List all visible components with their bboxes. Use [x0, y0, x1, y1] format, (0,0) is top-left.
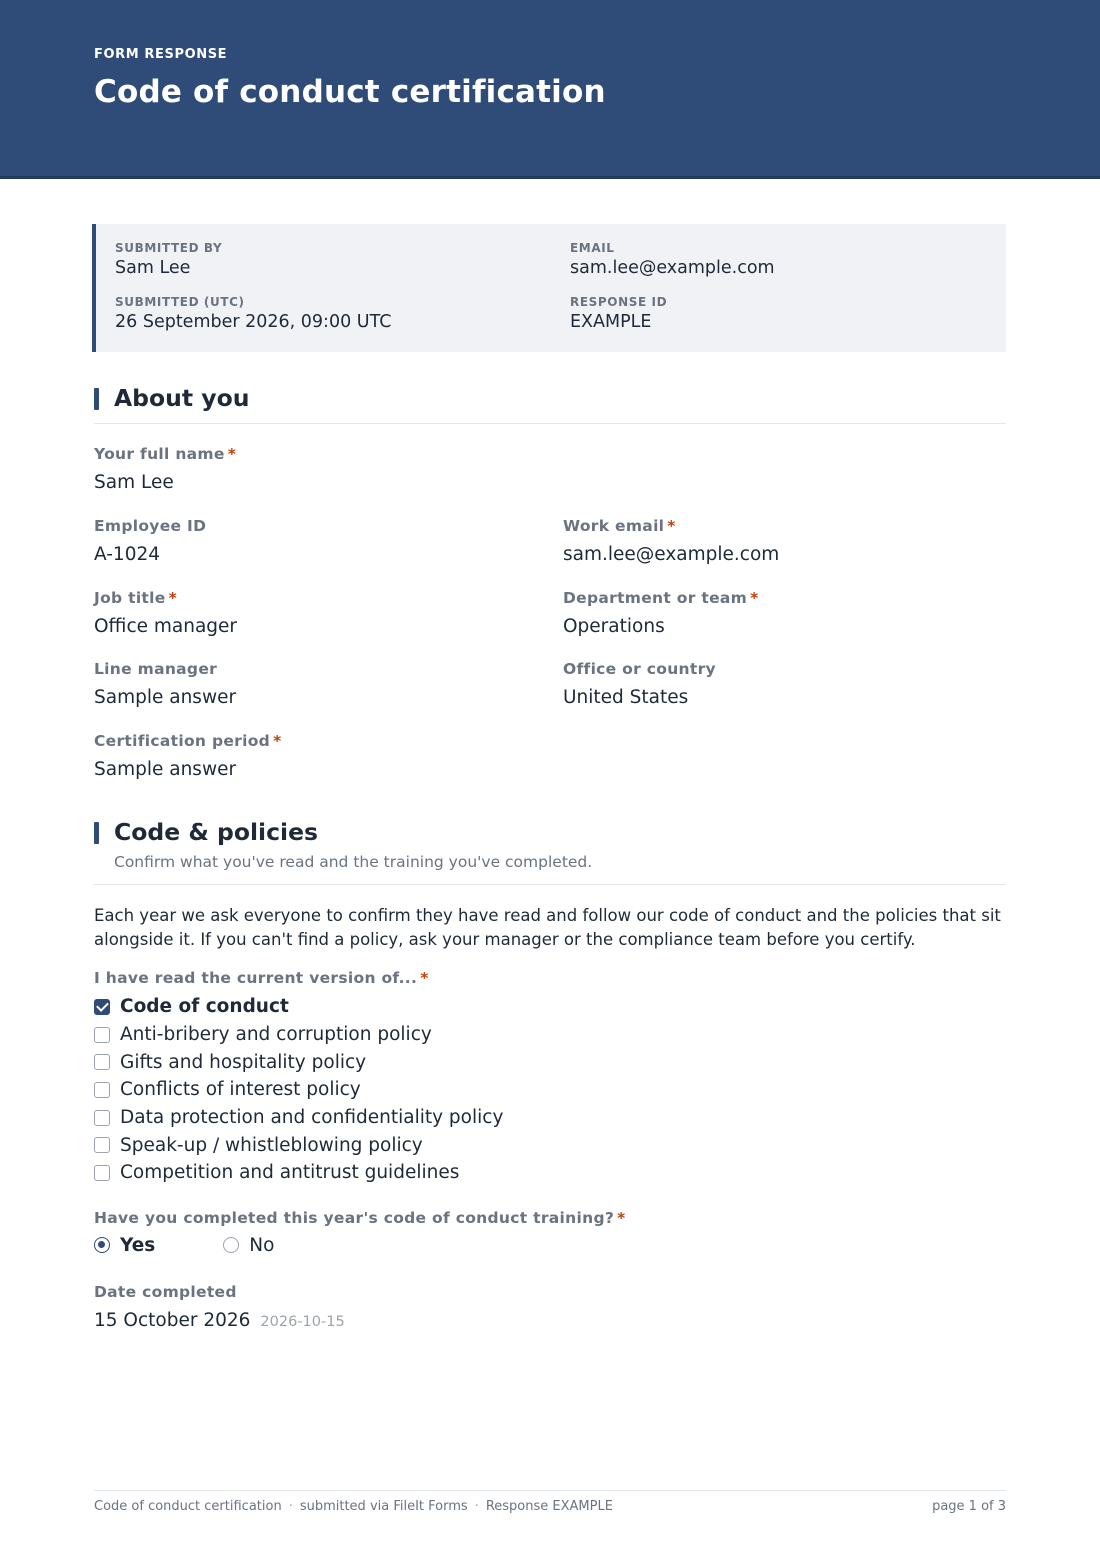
required-mark: *: [750, 589, 759, 607]
field-label: Have you completed this year's code of conduct training? *: [94, 1209, 626, 1227]
submitted-utc-label: SUBMITTED (UTC): [115, 295, 245, 309]
section-heading: About you: [114, 384, 250, 412]
checkbox-code-of-conduct[interactable]: [94, 993, 503, 1021]
field-value: A-1024: [94, 544, 161, 565]
checkbox-unchecked-icon[interactable]: [94, 1054, 110, 1070]
field-label: Job title *: [94, 589, 177, 607]
email-value: sam.lee@example.com: [570, 258, 775, 278]
response-id-value: EXAMPLE: [570, 312, 652, 332]
form-response-eyebrow: FORM RESPONSE: [94, 47, 228, 62]
field-label: Line manager: [94, 660, 218, 678]
field-value: Office manager: [94, 616, 238, 637]
response-id: [570, 295, 667, 333]
field-value: Sample answer: [94, 687, 237, 708]
page-title: Code of conduct certification: [94, 74, 606, 110]
checkbox-label: Conflicts of interest policy: [120, 1079, 361, 1101]
field-department: [563, 588, 759, 639]
page-footer: [94, 1490, 1006, 1514]
checkbox-data-protection[interactable]: [94, 1104, 503, 1132]
section-subheading: Confirm what you've read and the training you've completed.: [114, 853, 593, 871]
field-value: sam.lee@example.com: [563, 544, 780, 565]
submitted-by: [115, 241, 222, 279]
checkbox-gifts-hospitality[interactable]: [94, 1048, 503, 1076]
checkbox-label: Speak-up / whistleblowing policy: [120, 1134, 423, 1156]
checkbox-label: Data protection and confidentiality policy: [120, 1107, 504, 1129]
field-label: Department or team *: [563, 589, 759, 607]
field-work-email: [563, 516, 779, 567]
field-employee-id: [94, 516, 206, 567]
checkbox-conflicts-of-interest[interactable]: [94, 1076, 503, 1104]
date-iso: 2026-10-15: [260, 1314, 345, 1330]
radio-yes-label[interactable]: Yes: [120, 1234, 156, 1256]
field-label: Office or country: [563, 660, 716, 678]
field-date-completed: [94, 1282, 345, 1334]
training-radio-group: [94, 1234, 274, 1256]
footer-left: [94, 1499, 613, 1514]
field-label: Your full name *: [94, 445, 237, 463]
field-read-policies: [94, 968, 429, 988]
checkbox-speak-up[interactable]: [94, 1131, 503, 1159]
required-mark: *: [420, 969, 429, 987]
footer-form-name: Code of conduct certification: [94, 1499, 282, 1514]
policy-checkbox-list: [94, 993, 503, 1187]
checkbox-unchecked-icon[interactable]: [94, 1027, 110, 1043]
field-value: Sample answer: [94, 759, 237, 780]
field-value: Sam Lee: [94, 472, 174, 493]
checkbox-anti-bribery[interactable]: [94, 1021, 503, 1049]
header-banner: [0, 0, 1100, 179]
field-job-title: [94, 588, 237, 639]
radio-unselected-icon[interactable]: [223, 1237, 239, 1253]
radio-no-label[interactable]: No: [249, 1234, 275, 1256]
email: [570, 241, 775, 279]
radio-selected-icon[interactable]: [94, 1237, 110, 1253]
checkbox-competition-antitrust[interactable]: [94, 1159, 503, 1187]
checkbox-unchecked-icon[interactable]: [94, 1165, 110, 1181]
field-certification-period: [94, 731, 281, 782]
field-value: United States: [563, 687, 689, 708]
section-accent-bar: [94, 822, 99, 844]
field-office: [563, 659, 716, 710]
submitted-utc-value: 26 September 2026, 09:00 UTC: [115, 312, 392, 332]
footer-via: submitted via FileIt Forms: [299, 1499, 468, 1514]
checkbox-unchecked-icon[interactable]: [94, 1082, 110, 1098]
submitted-by-label: SUBMITTED BY: [115, 241, 223, 255]
footer-response: Response EXAMPLE: [485, 1499, 613, 1514]
section-about-you: [94, 384, 1006, 424]
submission-meta-panel: [92, 224, 1006, 352]
email-label: EMAIL: [570, 241, 615, 255]
footer-separator: ·: [288, 1499, 293, 1514]
checkbox-label: Gifts and hospitality policy: [120, 1051, 367, 1073]
field-label: I have read the current version of... *: [94, 969, 429, 987]
checkbox-unchecked-icon[interactable]: [94, 1137, 110, 1153]
field-full-name: [94, 444, 236, 495]
field-label: Certification period *: [94, 732, 282, 750]
checkbox-unchecked-icon[interactable]: [94, 1110, 110, 1126]
required-mark: *: [667, 517, 676, 535]
required-mark: *: [168, 589, 177, 607]
intro-paragraph: Each year we ask everyone to confirm they have read and follow our code of conduct and the policies that sit alongside it. If you can't find a policy, ask your manager or the compliance team before you certify.: [94, 906, 1001, 949]
field-label: Work email *: [563, 517, 676, 535]
response-id-label: RESPONSE ID: [570, 295, 668, 309]
field-label: Employee ID: [94, 517, 207, 535]
required-mark: *: [227, 445, 237, 463]
date-display: 15 October 2026: [94, 1310, 251, 1331]
checkbox-checked-icon[interactable]: [94, 999, 110, 1015]
required-mark: *: [617, 1209, 626, 1227]
checkbox-label: Competition and antitrust guidelines: [120, 1162, 460, 1184]
footer-separator: ·: [474, 1499, 479, 1514]
checkbox-label: Code of conduct: [120, 996, 289, 1018]
submitted-by-value: Sam Lee: [115, 258, 191, 278]
footer-page-number: page 1 of 3: [932, 1499, 1006, 1514]
field-training-completed: [94, 1208, 626, 1228]
submitted-utc: [115, 295, 391, 333]
field-value: Operations: [563, 616, 665, 637]
section-code-policies: [94, 818, 1006, 885]
checkbox-label: Anti-bribery and corruption policy: [120, 1024, 432, 1046]
field-line-manager: [94, 659, 236, 710]
field-label: Date completed: [94, 1283, 237, 1301]
field-value: [94, 1309, 345, 1334]
section-accent-bar: [94, 388, 99, 410]
section-heading: Code & policies: [114, 818, 318, 846]
required-mark: *: [273, 732, 282, 750]
